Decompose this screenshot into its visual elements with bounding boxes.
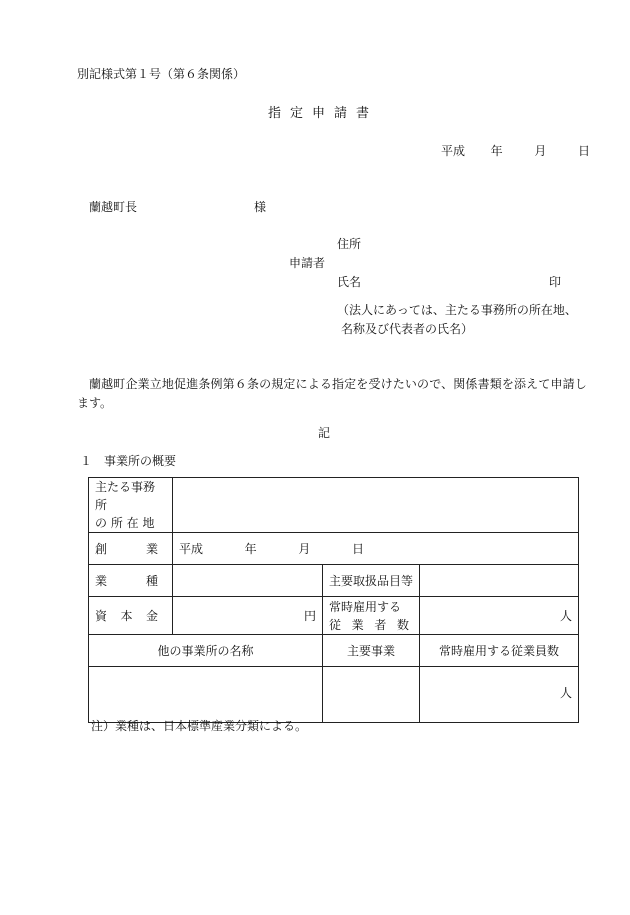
row-main-office	[89, 478, 579, 533]
capital-label	[89, 597, 173, 635]
main-office-label-line2: の 所 在 地	[95, 516, 155, 530]
main-office-label-line1: 主たる事務所	[95, 480, 156, 512]
industry-label-char-1: 業	[95, 573, 108, 588]
main-business-value[interactable]	[323, 667, 420, 723]
row-other-offices-header	[89, 635, 579, 667]
main-office-label	[89, 478, 173, 533]
founding-label-char-2: 業	[145, 541, 158, 556]
ki-marker: 記	[318, 426, 331, 440]
employees-label-line1: 常時雇用する	[329, 599, 402, 614]
founding-label	[89, 533, 173, 565]
other-offices-header: 他の事業所の名称	[89, 635, 323, 667]
body-text-line2: ます。	[77, 396, 113, 410]
addressee-name: 蘭越町長	[89, 200, 138, 214]
applicant-name-label: 氏名	[337, 275, 362, 289]
row-industry	[89, 565, 579, 597]
date-year-unit: 年	[490, 144, 503, 158]
applicant-note-line2: 名称及び代表者の氏名）	[341, 322, 474, 336]
founding-date-value[interactable]	[173, 533, 579, 565]
addressee-honorific: 様	[254, 200, 267, 214]
employees-label-char-2: 業	[351, 617, 364, 632]
applicant-label: 申請者	[289, 256, 326, 270]
industry-value[interactable]	[173, 565, 323, 597]
capital-label-char-2: 本	[120, 608, 133, 623]
employees-label-char-3: 者	[374, 617, 387, 632]
main-products-label: 主要取扱品目等	[323, 565, 420, 597]
main-products-value[interactable]	[420, 565, 579, 597]
other-employees-header: 常時雇用する従業員数	[420, 635, 579, 667]
date-era: 平成	[441, 144, 466, 158]
row-other-offices-values	[89, 667, 579, 723]
founding-year-unit: 年	[244, 541, 257, 556]
section-title: １ 事業所の概要	[80, 454, 177, 468]
other-offices-value[interactable]	[89, 667, 323, 723]
form-number: 別記様式第１号（第６条関係）	[77, 67, 246, 81]
main-business-header: 主要事業	[323, 635, 420, 667]
applicant-note-line1: （法人にあっては、主たる事務所の所在地、	[337, 303, 577, 317]
founding-era: 平成	[179, 541, 204, 556]
founding-month-unit: 月	[298, 541, 311, 556]
founding-day-unit: 日	[352, 541, 365, 556]
employees-label	[323, 597, 420, 635]
document-title: 指定申請書	[268, 106, 379, 121]
main-office-value[interactable]	[173, 478, 579, 533]
date-month-unit: 月	[534, 144, 547, 158]
seal-label: 印	[549, 275, 562, 289]
row-capital	[89, 597, 579, 635]
capital-unit: 円	[303, 608, 316, 623]
capital-label-char-3: 金	[145, 608, 158, 623]
date-day-unit: 日	[578, 144, 591, 158]
other-employees-unit: 人	[560, 686, 573, 700]
other-employees-value[interactable]	[420, 667, 579, 723]
date-line	[441, 143, 590, 159]
industry-label-char-2: 種	[145, 573, 158, 588]
employees-label-char-1: 従	[329, 617, 342, 632]
footnote: 注）業種は、日本標準産業分類による。	[91, 719, 308, 733]
employees-label-char-4: 数	[396, 617, 409, 632]
founding-label-char-1: 創	[95, 541, 108, 556]
employees-unit: 人	[560, 608, 573, 623]
industry-label	[89, 565, 173, 597]
office-overview-table	[88, 477, 579, 723]
row-founding	[89, 533, 579, 565]
capital-label-char-1: 資	[95, 608, 108, 623]
body-text-line1: 蘭越町企業立地促進条例第６条の規定による指定を受けたいので、関係書類を添えて申請し	[89, 377, 587, 391]
applicant-address-label: 住所	[337, 237, 362, 251]
employees-value[interactable]	[420, 597, 579, 635]
capital-value[interactable]	[173, 597, 323, 635]
